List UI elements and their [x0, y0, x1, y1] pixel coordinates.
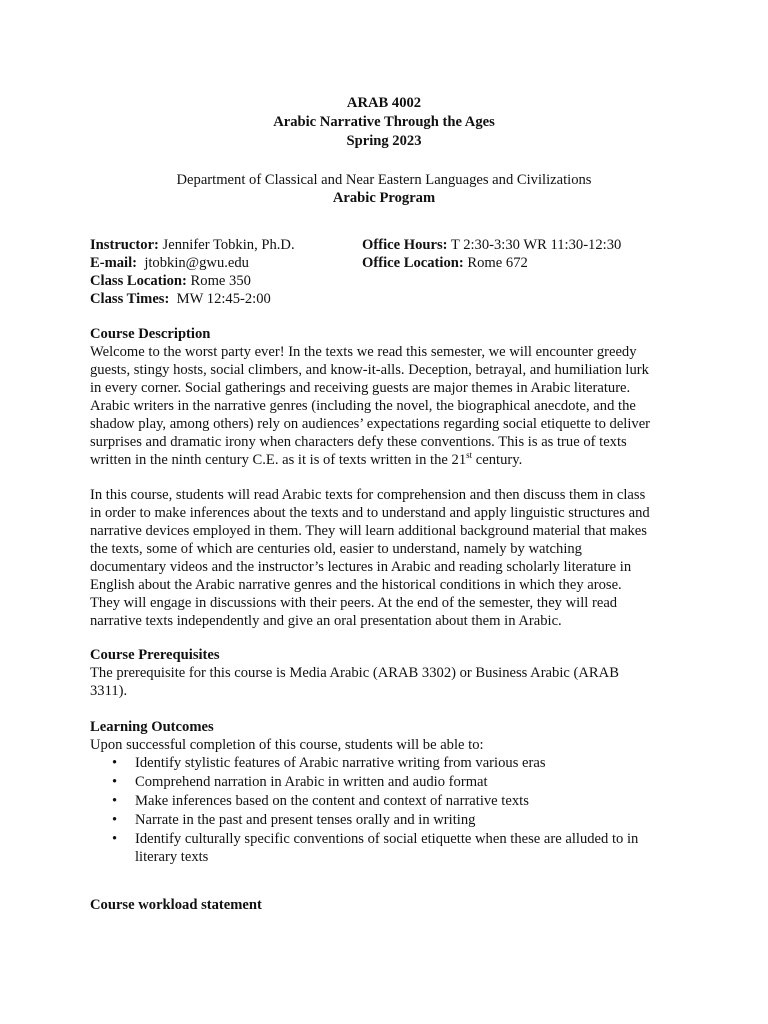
text-line: narrative texts independently and give an oral presentation about them in Arabic. [90, 613, 562, 629]
instructor-value: Jennifer Tobkin, Ph.D. [158, 237, 295, 253]
class-times-value: MW 12:45-2:00 [169, 291, 271, 307]
prerequisites-heading: Course Prerequisites [90, 647, 220, 663]
text-line: in order to make inferences about the texts and to understand and apply linguistic structures and [90, 505, 650, 521]
instructor-line [90, 236, 295, 254]
program-name: Arabic Program [332, 190, 436, 206]
email-value: jtobkin@gwu.edu [137, 255, 249, 271]
course-description-heading: Course Description [90, 326, 211, 342]
bullet-icon: • [112, 755, 118, 771]
email-label: E-mail: [90, 255, 138, 271]
bullet-icon: • [112, 793, 118, 809]
bullet-icon: • [112, 812, 118, 828]
text-line: In this course, students will read Arabic texts for comprehension and then discuss them in class [90, 487, 646, 503]
instructor-label: Instructor: [90, 237, 159, 253]
workload-heading: Course workload statement [90, 897, 262, 913]
text-line: in every corner. Social gatherings and receiving guests are major themes in Arabic literature. [90, 380, 631, 396]
text-line: shadow play, among others) rely on audiences’ expectations regarding social etiquette to deliver [90, 416, 651, 432]
text-line: narrative devices employed in them. They will learn additional background material that makes [90, 523, 647, 539]
office-hours-label: Office Hours: [362, 237, 448, 253]
learning-outcomes-heading: Learning Outcomes [90, 719, 214, 735]
text-line: Arabic writers in the narrative genres (including the novel, the biographical anecdote, and the [90, 398, 636, 414]
list-item-text: Narrate in the past and present tenses orally and in writing [135, 812, 476, 828]
text-line: The prerequisite for this course is Media Arabic (ARAB 3302) or Business Arabic (ARAB [90, 665, 619, 681]
text-line: surprises and dramatic irony when characters defy these conventions. This is as true of texts [90, 434, 627, 450]
bullet-icon: • [112, 774, 118, 790]
text-line: documentary videos and the instructor’s lectures in Arabic and reading scholarly literature in [90, 559, 632, 575]
class-location-value: Rome 350 [186, 273, 251, 289]
course-code: ARAB 4002 [346, 95, 422, 111]
text-line: guests, stingy hosts, social climbers, and know-it-alls. Deception, betrayal, and humiliation lurk [90, 362, 649, 378]
bullet-icon: • [112, 831, 118, 847]
text-line [90, 451, 680, 469]
office-hours-line [362, 236, 621, 254]
text-segment: century. [472, 452, 523, 468]
office-location-line [362, 254, 528, 272]
list-item-text-continuation: literary texts [135, 849, 209, 865]
text-line: Welcome to the worst party ever! In the texts we read this semester, we will encounter greedy [90, 344, 637, 360]
class-location-label: Class Location: [90, 273, 187, 289]
class-times-line [90, 290, 271, 308]
office-location-label: Office Location: [362, 255, 464, 271]
text-segment: written in the ninth century C.E. as it is of texts written in the 21 [90, 452, 467, 468]
office-location-value: Rome 672 [463, 255, 528, 271]
text-line: the texts, some of which are centuries old, easier to understand, namely by watching [90, 541, 582, 557]
list-item-text: Identify stylistic features of Arabic narrative writing from various eras [135, 755, 546, 771]
course-term: Spring 2023 [346, 133, 422, 149]
list-item-text: Comprehend narration in Arabic in written and audio format [135, 774, 488, 790]
class-times-label: Class Times: [90, 291, 170, 307]
superscript: st [466, 450, 473, 461]
text-line: 3311). [90, 683, 128, 699]
class-location-line [90, 272, 251, 290]
text-line: English about the Arabic narrative genres and the historical conditions in which they arose. [90, 577, 622, 593]
course-description-paragraph-2 [90, 486, 680, 630]
office-hours-value: T 2:30-3:30 WR 11:30-12:30 [447, 237, 622, 253]
list-item-text: Make inferences based on the content and context of narrative texts [135, 793, 529, 809]
text-line: They will engage in discussions with their peers. At the end of the semester, they will read [90, 595, 618, 611]
email-line [90, 254, 249, 272]
course-description-paragraph-1 [90, 343, 680, 469]
prerequisites-paragraph [90, 664, 680, 700]
course-title: Arabic Narrative Through the Ages [273, 114, 495, 130]
learning-outcomes-intro: Upon successful completion of this course, students will be able to: [90, 737, 484, 753]
department-name: Department of Classical and Near Eastern Languages and Civilizations [176, 172, 592, 188]
list-item-text: Identify culturally specific conventions of social etiquette when these are alluded to in [135, 831, 639, 847]
